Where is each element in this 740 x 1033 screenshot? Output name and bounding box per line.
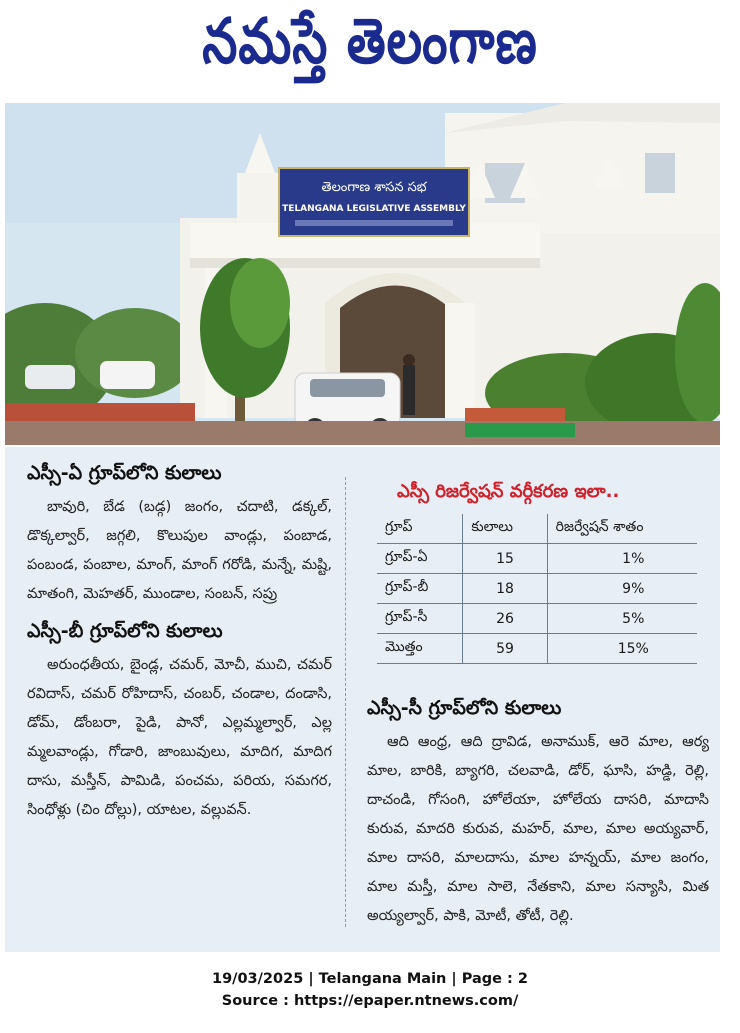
column-header: కులాలు — [463, 514, 547, 544]
group-cell: గ్రూప్-ఏ — [377, 544, 463, 574]
classification-title: ఎస్సీ రిజర్వేషన్ వర్గీకరణ ఇలా.. — [397, 481, 620, 502]
newspaper-title: నమస్తే తెలంగాణ — [202, 4, 538, 78]
column-header: గ్రూప్ — [377, 514, 463, 544]
table-row — [377, 604, 697, 634]
table-header-row — [377, 514, 697, 544]
group-b-castes: అరుంధతీయ, బైండ్ల, చమర్, మోచీ, ముచి, చమర్ రవిదాస్, చమర్ రోహిదాస్, చంబర్, చండాల, దండాసి, డోమ్, డోంబరా, పైడి, పానో, ఎల్లమ్మల్వార్, ఎల్ల మ్మలవాండ్లు, గోడారి, జాంబువులు, మాదిగ, మాదిగ దాసు, మస్తీన్, పామిడి, పంచమ, పరియ, సమగర, సింధోళ్లు (చిం దోల్లు), యాటల, వల్లువన్. — [27, 657, 332, 818]
footer-date-line: 19/03/2025 | Telangana Main | Page : 2 — [211, 971, 528, 987]
caste-count-cell: 59 — [463, 634, 547, 664]
masthead — [0, 0, 740, 98]
footer-source-line: Source : https://epaper.ntnews.com/ — [221, 993, 519, 1009]
sign-english-text: TELANGANA LEGISLATIVE ASSEMBLY — [282, 204, 466, 214]
table-row — [377, 574, 697, 604]
table-row — [377, 634, 697, 664]
group-b-heading: ఎస్సీ-బీ గ్రూప్‌లోని కులాలు — [27, 620, 223, 642]
group-c-heading: ఎస్సీ-సీ గ్రూప్‌లోని కులాలు — [367, 697, 562, 719]
percentage-cell: 1% — [547, 544, 697, 574]
group-cell: గ్రూప్-బీ — [377, 574, 463, 604]
group-cell: గ్రూప్-సీ — [377, 604, 463, 634]
percentage-cell: 9% — [547, 574, 697, 604]
caste-count-cell: 15 — [463, 544, 547, 574]
sign-telugu-text: తెలంగాణ శాసన సభ — [321, 180, 427, 195]
caste-count-cell: 26 — [463, 604, 547, 634]
caste-count-cell: 18 — [463, 574, 547, 604]
group-a-heading: ఎస్సీ-ఏ గ్రూప్‌లోని కులాలు — [27, 462, 222, 484]
table-row — [377, 544, 697, 574]
group-c-castes: ఆది ఆంధ్ర, ఆది ద్రావిడ, అనాముక్, ఆరె మాల, ఆర్య మాల, బారికి, బ్యాగరి, చలవాడి, డోర్, ఘాసి, హడ్డి, రెల్లి, దాచండి, గోసంగి, హోలేయా, హోలేయ దాసరి, మాదాసి కురువ, మాదరి కురువ, మహర్, మాల, మాల అయ్యవార్, మాల దాసరి, మాలదాసు, మాల హన్నయ్, మాల జంగం, మాల మస్తీ, మాల సాలె, నేతకాని, మాల సన్యాసి, మిత అయ్యల్వార్, పాకి, మోటీ, తోటీ, రెల్లి. — [367, 734, 709, 924]
group-cell: మొత్తం — [377, 634, 463, 664]
right-column — [367, 459, 709, 931]
page-footer — [0, 968, 740, 1012]
assembly-building-illustration — [5, 103, 720, 445]
article-panel — [5, 447, 720, 952]
percentage-cell: 5% — [547, 604, 697, 634]
assembly-photo — [5, 103, 720, 445]
left-column — [27, 459, 332, 825]
reservation-table — [377, 514, 697, 664]
percentage-cell: 15% — [547, 634, 697, 664]
column-divider — [345, 477, 346, 927]
column-header: రిజర్వేషన్ శాతం — [547, 514, 697, 544]
group-a-castes: బావురి, బేడ (బడ్గ) జంగం, చదాటి, డక్కల్, డొక్కల్వార్, జగ్గలి, కొలుపుల వాండ్లు, పంబాడ, పంబండ, పంబాల, మాంగ్, మాంగ్ గరోడి, మన్నే, మష్టి, మాతంగి, మెహతర్, ముండాల, సంబన్, సప్రు — [27, 499, 332, 602]
